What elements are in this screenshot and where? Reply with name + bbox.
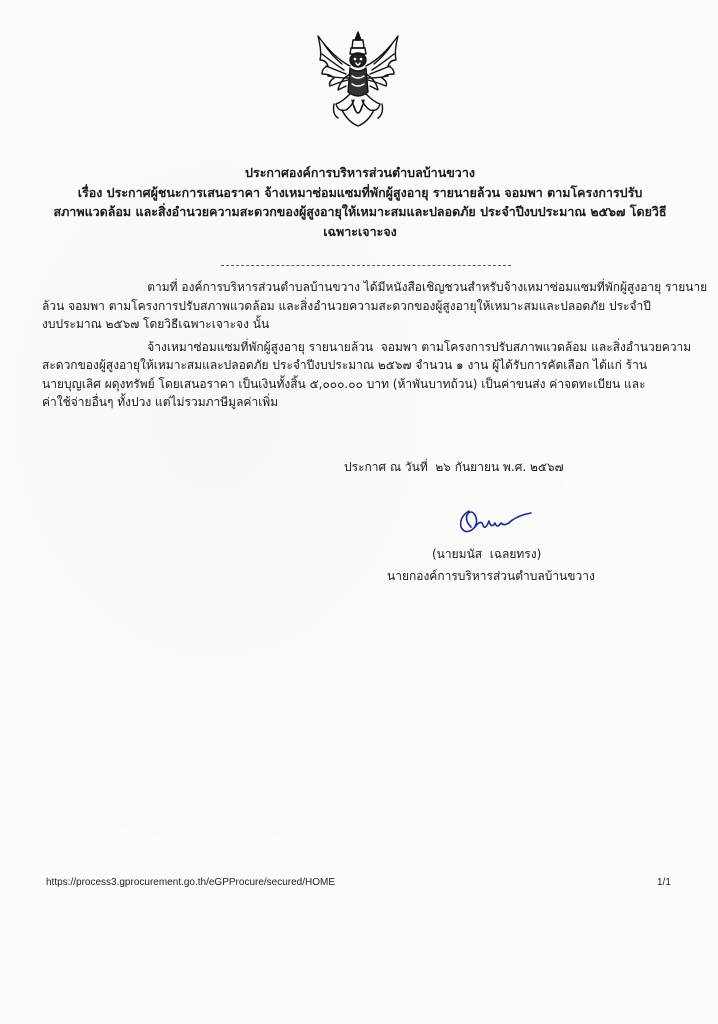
heading-subject-line-3: เฉพาะเจาะจง (323, 223, 397, 239)
heading-subject-line-2: สภาพแวดล้อม และสิ่งอำนวยความสะดวกของผู้สูงอายุให้เหมาะสมและปลอดภัย ประจำปีงบประมาณ ๒๕๖๗ โดยวิธี (53, 204, 667, 219)
heading-subject-line-1: เรื่อง ประกาศผู้ชนะการเสนอราคา จ้างเหมาซ่อมแซมที่พักผู้สูงอายุ รายนายล้วน จอมพา ตามโครงการปรับ (77, 184, 643, 200)
paragraph-2-line-2: สะดวกของผู้สูงอายุให้เหมาะสมและปลอดภัย ประจำปีงบประมาณ ๒๕๖๗ จำนวน ๑ งาน ผู้ได้รับการคัดเลือก ได้แก่ ร้าน (42, 358, 648, 372)
signer-title: นายกองค์การบริหารส่วนตำบลบ้านขวาง (387, 569, 595, 583)
footer-page-number: 1/1 (657, 877, 671, 888)
document-heading (40, 163, 680, 241)
paragraph-1-line-3: งบประมาณ ๒๕๖๗ โดยวิธีเฉพาะเจาะจง นั้น (42, 317, 270, 331)
signer-name: (นายมนัส เฉลยทรง) (432, 547, 542, 561)
heading-divider (221, 265, 511, 266)
paragraph-1-line-2: ล้วน จอมพา ตามโครงการปรับสภาพแวดล้อม และสิ่งอำนวยความสะดวกของผู้สูงอายุให้เหมาะสมและปลอดภัย ประจำปี (42, 298, 651, 313)
paragraph-2-line-3: นายบุญเลิศ ผดุงทรัพย์ โดยเสนอราคา เป็นเงินทั้งสิ้น ๕,๐๐๐.๐๐ บาท (ห้าพันบาทถ้วน) เป็นค่าขนส่ง ค่าจดทะเบียน และ (42, 376, 646, 391)
paragraph-1-line-1: ตามที่ องค์การบริหารส่วนตำบลบ้านขวาง ได้มีหนังสือเชิญชวนสำหรับจ้างเหมาซ่อมแซมที่พักผู้สูงอายุ รายนาย (90, 280, 708, 294)
heading-title: ประกาศองค์การบริหารส่วนตำบลบ้านขวาง (245, 165, 475, 180)
handwritten-signature (455, 505, 535, 537)
garuda-emblem-icon (312, 30, 404, 130)
document-body (42, 278, 708, 412)
paragraph-2-line-1: จ้างเหมาซ่อมแซมที่พักผู้สูงอายุ รายนายล้วน จอมพา ตามโครงการปรับสภาพแวดล้อม และสิ่งอำนวยความ (90, 339, 692, 354)
footer-url: https://process3.gprocurement.go.th/eGPProcure/secured/HOME (46, 877, 336, 888)
paragraph-2-line-4: ค่าใช้จ่ายอื่นๆ ทั้งปวง แต่ไม่รวมภาษีมูลค่าเพิ่ม (42, 395, 279, 409)
announcement-date: ประกาศ ณ วันที่ ๒๖ กันยายน พ.ศ. ๒๕๖๗ (344, 460, 564, 474)
